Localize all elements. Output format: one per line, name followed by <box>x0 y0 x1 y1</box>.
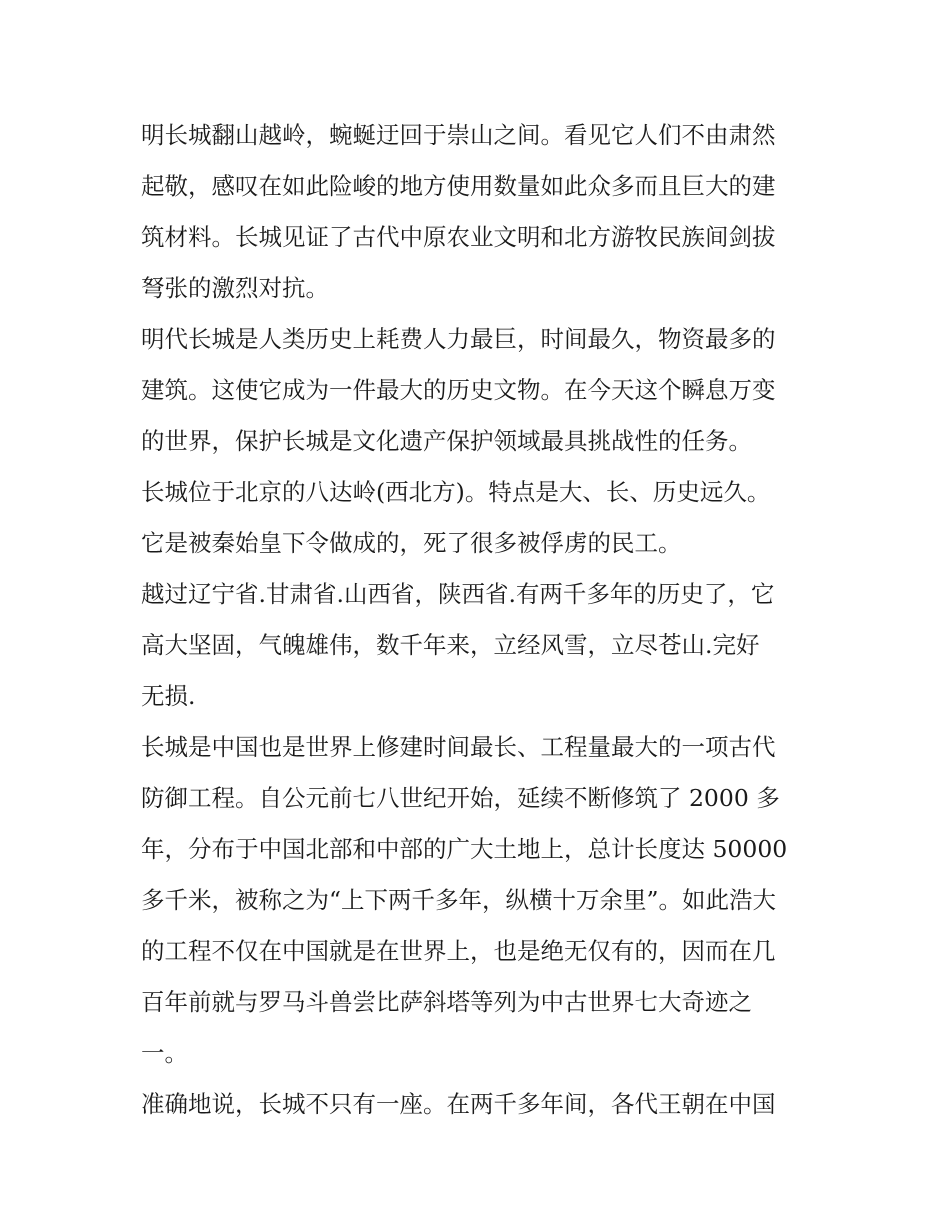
text-line: 一。 <box>141 1039 188 1067</box>
paragraph-3 <box>141 467 821 518</box>
text-line: 年，分布于中国北部和中部的广大土地上，总计长度达 50000 <box>141 835 788 863</box>
body-text <box>141 110 821 1130</box>
paragraph-7 <box>141 1079 821 1130</box>
text-line: 它是被秦始皇下令做成的，死了很多被俘虏的民工。 <box>141 529 682 557</box>
text-line: 明长城翻山越岭，蜿蜒迂回于崇山之间。看见它人们不由肃然 <box>141 121 776 149</box>
text-line: 长城是中国也是世界上修建时间最长、工程量最大的一项古代 <box>141 733 776 761</box>
text-line: 多千米，被称之为“上下两千多年，纵横十万余里”。如此浩大 <box>141 886 777 914</box>
text-line: 高大坚固，气魄雄伟，数千年来，立经风雪，立尽苍山.完好 <box>141 631 760 659</box>
text-line: 准确地说，长城不只有一座。在两千多年间，各代王朝在中国 <box>141 1090 776 1118</box>
text-line: 的工程不仅在中国就是在世界上，也是绝无仅有的，因而在几 <box>141 937 776 965</box>
text-line: 筑材料。长城见证了古代中原农业文明和北方游牧民族间剑拔 <box>141 223 776 251</box>
text-line: 长城位于北京的八达岭(西北方)。特点是大、长、历史远久。 <box>141 478 771 506</box>
text-line: 明代长城是人类历史上耗费人力最巨，时间最久，物资最多的 <box>141 325 776 353</box>
text-line: 的世界，保护长城是文化遗产保护领域最具挑战性的任务。 <box>141 427 752 455</box>
text-line: 越过辽宁省.甘肃省.山西省，陕西省.有两千多年的历史了，它 <box>141 580 775 608</box>
paragraph-1 <box>141 110 821 314</box>
text-line: 建筑。这使它成为一件最大的历史文物。在今天这个瞬息万变 <box>141 376 776 404</box>
paragraph-2 <box>141 314 821 467</box>
text-line: 无损. <box>141 682 196 710</box>
text-line: 防御工程。自公元前七八世纪开始，延续不断修筑了 2000 多 <box>141 784 780 812</box>
text-line: 起敬，感叹在如此险峻的地方使用数量如此众多而且巨大的建 <box>141 172 776 200</box>
text-line: 弩张的激烈对抗。 <box>141 274 329 302</box>
text-line: 百年前就与罗马斗兽尝比萨斜塔等列为中古世界七大奇迹之 <box>141 988 752 1016</box>
paragraph-5 <box>141 569 821 722</box>
paragraph-6 <box>141 722 821 1079</box>
paragraph-4 <box>141 518 821 569</box>
